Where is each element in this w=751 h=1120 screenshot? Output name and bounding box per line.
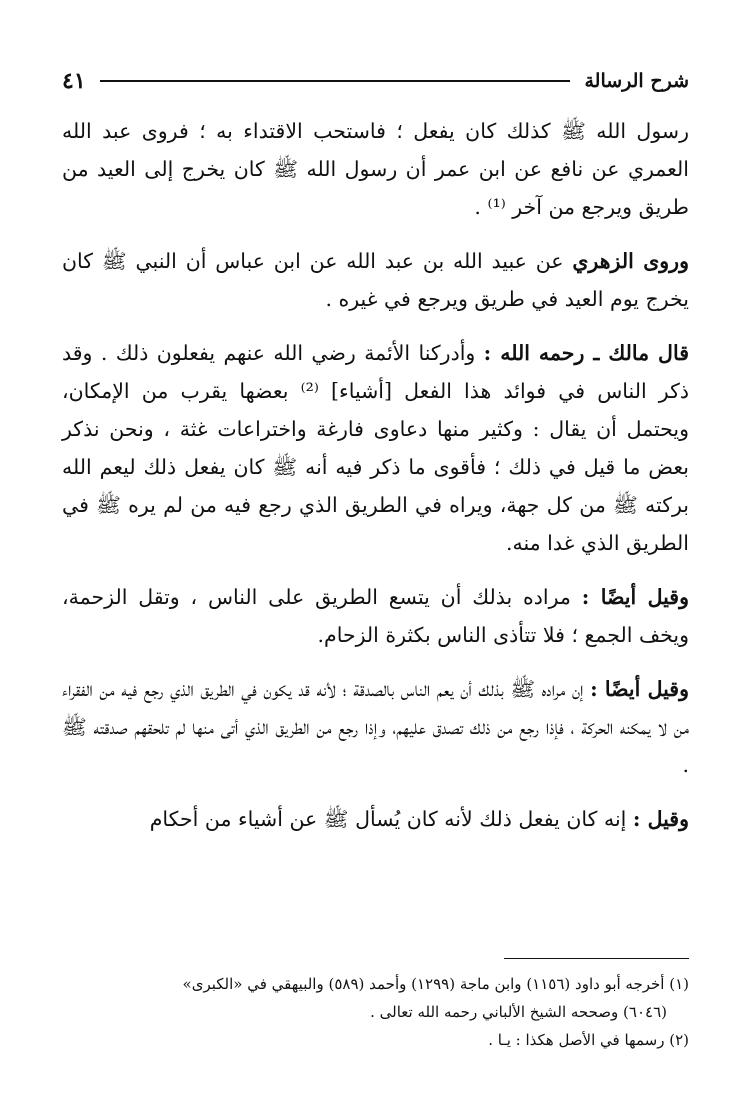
paragraph [62,800,689,838]
page-number: ٤١ [62,68,86,94]
footnote-2: (٢) رسمها في الأصل هكذا : يـا . [488,1031,689,1049]
paragraph-text: إنه كان يفعل ذلك لأنه كان يُسأل ﷺ عن أشياء من أحكام [149,807,633,831]
paragraph-text: رسول الله ﷺ كذلك كان يفعل ؛ فاستحب الاقتداء به ؛ فروى عبد الله العمري عن نافع عن ابن عمر أن رسول الله ﷺ كان يخرج إلى العيد من طريق ويرجع من آخر ⁽¹⁾ . [62,119,689,219]
paragraph-text: وأدركنا الأئمة رضي الله عنهم يفعلون ذلك . وقد ذكر الناس في فوائد هذا الفعل [أشياء] ⁽²⁾ بعضها يقرب من الإمكان، ويحتمل أن يقال : وكثير منها دعاوى فارغة واختراعات غثة ، ونحن نذكر بعض ما قيل في ذلك ؛ فأقوى ما ذكر فيه أنه ﷺ كان يفعل ذلك ليعم الله بركته ﷺ من كل جهة، ويراه في الطريق الذي رجع فيه من لم يره ﷺ في الطريق الذي غدا منه. [62,341,690,555]
running-title: شرح الرسالة [584,70,689,92]
paragraph [62,242,689,318]
paragraph [62,578,689,654]
paragraph-lead: وقيل أيضًا : [590,677,689,701]
paragraph [62,670,689,784]
paragraph-text: إن مراده ﷺ بذلك أن يعم الناس بالصدقة ؛ لأنه قد يكون في الطريق الذي رجع فيه من الفقراء من لا يمكنه الحركة ، فإذا رجع من ذلك تصدق عليهم، وإذا رجع من الطريق الذي أتى منها لم تلحقهم صدقته ﷺ . [62,677,689,777]
page-header [62,66,689,96]
footnotes [62,970,689,1054]
paragraph-lead: وروى الزهري [572,249,689,273]
footnote-separator [504,958,689,959]
paragraph-lead: قال مالك ـ رحمه الله : [483,341,689,365]
paragraph-text: عن عبيد الله بن عبد الله عن ابن عباس أن النبي ﷺ كان يخرج يوم العيد في طريق ويرجع في غيره . [62,249,689,311]
paragraph-text: مراده بذلك أن يتسع الطريق على الناس ، وتقل الزحمة، ويخف الجمع ؛ فلا تتأذى الناس بكثرة الزحام. [62,585,689,647]
main-text [62,112,689,854]
paragraph [62,334,689,562]
paragraph-lead: وقيل أيضًا : [581,585,689,609]
paragraph [62,112,689,226]
footnote-1: (١) أخرجه أبو داود (١١٥٦) وابن ماجة (١٢٩٩) وأحمد (٥٨٩) والبيهقي في «الكبرى» [182,975,689,993]
paragraph-lead: وقيل : [632,807,689,831]
header-rule [100,80,571,82]
footnote-1-continued: (٦٠٤٦) وصححه الشيخ الألباني رحمه الله تعالى . [370,1003,667,1021]
